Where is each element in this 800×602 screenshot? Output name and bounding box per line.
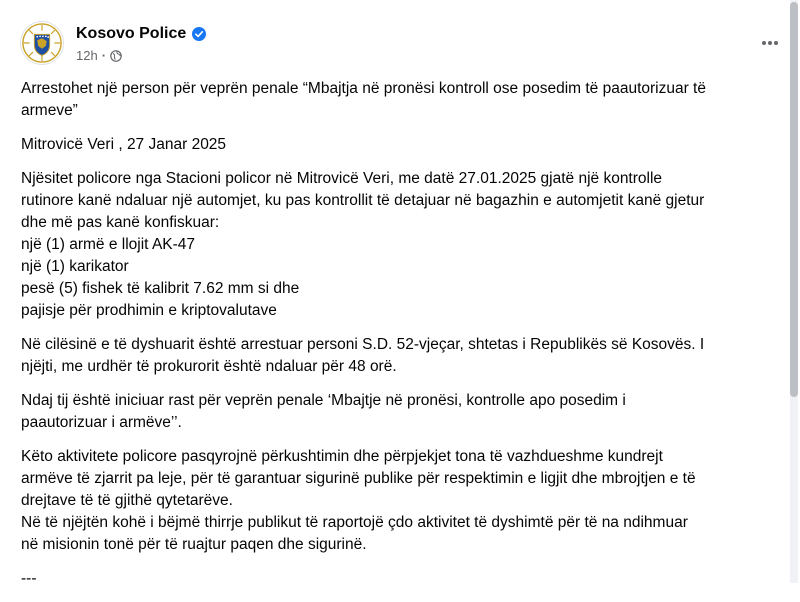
post-paragraph-details: [21, 168, 783, 322]
text-line: një (1) armë e llojit AK-47: [21, 236, 196, 253]
text-line: njëjti, me urdhër të prokurorit është ndaluar për 48 orë.: [21, 358, 397, 375]
text-line: në misionin tonë për të ruajtur paqen dhe sigurinë.: [21, 536, 367, 553]
text-line: rutinore kanë ndaluar një automjet, ku pas kontrollit të detajuar në bagazhin e automjetit kanë gjetur: [21, 192, 705, 209]
text-line: Arrestohet një person për veprën penale “Mbajtja në pronësi kontroll ose posedim të paautorizuar të: [21, 80, 706, 97]
text-line: Në cilësinë e të dyshuarit është arrestuar personi S.D. 52-vjeçar, shtetas i Republikës së Kosovës. I: [21, 336, 705, 353]
text-line: Ndaj tij është iniciuar rast për veprën penale ‘Mbajtje në pronësi, kontrolle apo posedim i: [21, 392, 626, 409]
more-dots-icon: [761, 40, 779, 46]
author-name[interactable]: Kosovo Police: [76, 25, 187, 42]
globe-icon[interactable]: [110, 50, 122, 62]
verified-badge-icon: [192, 27, 206, 41]
text-line: drejtave të të gjithë qytetarëve.: [21, 492, 233, 509]
post-paragraph-appeal: [21, 446, 783, 556]
text-line: një (1) karikator: [21, 258, 129, 275]
post-meta: [76, 48, 122, 63]
post-paragraph-separator: [21, 568, 783, 590]
post-paragraph-arrest: [21, 334, 783, 378]
text-line: Mitrovicë Veri , 27 Janar 2025: [21, 136, 227, 153]
text-line: dhe më pas kanë konfiskuar:: [21, 214, 220, 231]
scrollbar-thumb[interactable]: [790, 2, 798, 397]
post-paragraph-headline: [21, 78, 783, 122]
post-header: [20, 17, 790, 67]
text-line: armëve të zjarrit pa leje, për të garantuar sigurinë publike për respektimin e ligjit dhe mbrojtjen e të: [21, 470, 696, 487]
text-line: Njësitet policore nga Stacioni policor në Mitrovicë Veri, me datë 27.01.2025 gjatë një kontrolle: [21, 170, 663, 187]
meta-separator: ·: [101, 48, 107, 63]
text-line: armeve”: [21, 102, 78, 119]
text-line: Në të njëjtën kohë i bëjmë thirrje publikut të raportojë çdo aktivitet të dyshimtë për të na ndihmuar: [21, 514, 688, 531]
post-paragraph-location-date: [21, 134, 783, 156]
post-paragraph-case: [21, 390, 783, 434]
police-emblem-icon: [21, 22, 63, 64]
post-time[interactable]: 12h: [76, 48, 98, 63]
text-line: paautorizuar i armëve’’.: [21, 414, 182, 431]
author-row: [76, 25, 206, 43]
text-line: ---: [21, 570, 37, 587]
post-body: [21, 78, 783, 602]
text-line: pesë (5) fishek të kalibrit 7.62 mm si dhe: [21, 280, 300, 297]
police-emblem-avatar[interactable]: [20, 21, 64, 65]
text-line: Këto aktivitete policore pasqyrojnë përkushtimin dhe përpjekjet tona të vazhdueshme kundrejt: [21, 448, 663, 465]
text-line: pajisje për prodhimin e kriptovalutave: [21, 302, 277, 319]
more-options-icon[interactable]: [758, 31, 782, 55]
